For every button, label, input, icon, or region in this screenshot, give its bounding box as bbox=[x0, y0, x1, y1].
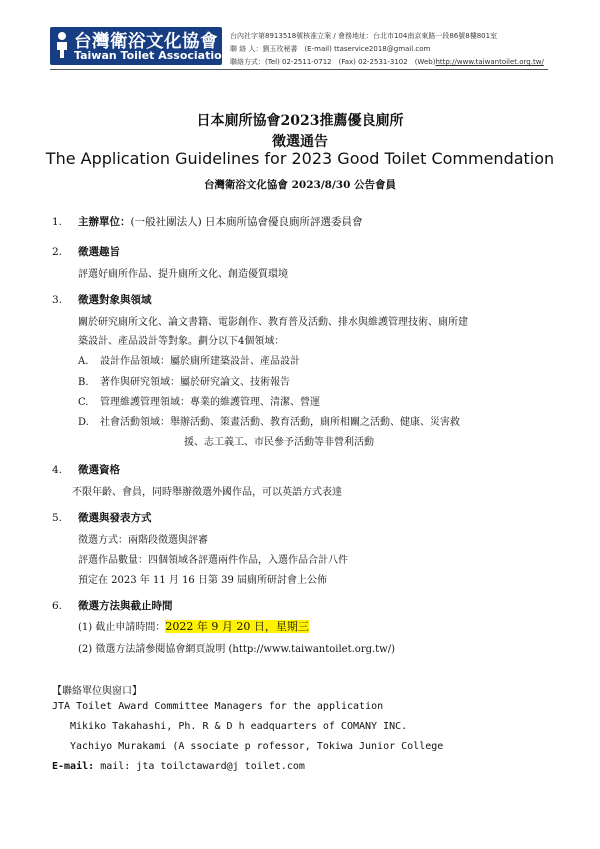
header-info-phone bbox=[230, 57, 544, 67]
section-purpose-heading bbox=[52, 244, 120, 259]
deadline-label: (1) 截止申請時間： bbox=[78, 622, 166, 633]
section-organizer bbox=[52, 214, 363, 229]
section-heading: 徵選與發表方式 bbox=[78, 512, 152, 524]
section-number: 6. bbox=[52, 600, 63, 612]
list-item-continuation: 援、志工義工、市民參予活動等非營利活動 bbox=[184, 437, 374, 448]
section-deadline-method: (2) 徵選方法請參閱協會網頁說明 (http://www.taiwantoilet.org.tw/) bbox=[78, 644, 396, 655]
list-item bbox=[78, 373, 290, 388]
section-deadline-date bbox=[78, 618, 309, 634]
list-item-text: 社會活動領域：舉辦活動、策畫活動、教育活動，廁所相關之活動、健康、災害救 bbox=[100, 417, 460, 428]
contact-heading: 【聯絡單位與窗口】 bbox=[52, 686, 142, 697]
section-eligibility-text: 不限年齡、會員，同時舉辦徵選外國作品，可以英語方式表達 bbox=[72, 487, 342, 498]
section-number: 2. bbox=[52, 246, 63, 258]
section-targets-intro-1: 關於研究廁所文化、論文書籍、電影創作、教育普及活動、排水與維護管理技術、廁所建 bbox=[78, 317, 468, 328]
notice-line: 台灣衛浴文化協會 2023/8/30 公告會員 bbox=[203, 179, 397, 191]
header-info-contact-person: 聯 絡 人：劉玉玫秘書 (E-mail) ttaservice2018@gmail.com bbox=[230, 45, 431, 53]
logo-title-en: Taiwan Toilet Association bbox=[74, 49, 230, 62]
section-number: 5. bbox=[52, 512, 63, 524]
document-subtitle: 徵選通告 bbox=[272, 134, 328, 150]
section-selection-method: 徵選方式：兩階段徵選與評審 bbox=[78, 535, 208, 546]
section-purpose-text: 評選好廁所作品、提升廁所文化、創造優質環境 bbox=[78, 269, 288, 280]
logo-title-zh: 台灣衛浴文化協會 bbox=[74, 32, 218, 52]
contact-line-3: Yachiyo Murakami (A ssociate p rofessor, Tokiwa Junior College bbox=[70, 741, 444, 752]
section-number: 1. bbox=[52, 216, 63, 228]
header-divider bbox=[50, 69, 548, 70]
list-item bbox=[78, 393, 320, 408]
section-selection-announcement: 預定在 2023 年 11 月 16 日第 39 屆廁所研討會上公佈 bbox=[78, 575, 328, 586]
section-deadline-heading bbox=[52, 598, 173, 613]
section-number: 3. bbox=[52, 294, 63, 306]
section-heading: 徵選趣旨 bbox=[78, 246, 120, 258]
list-item-letter: D. bbox=[78, 417, 89, 428]
list-item-letter: C. bbox=[78, 397, 89, 408]
list-item-letter: B. bbox=[78, 377, 89, 388]
section-number: 4. bbox=[52, 464, 63, 476]
section-heading: 徵選對象與領域 bbox=[78, 294, 152, 306]
document-title-en: The Application Guidelines for 2023 Good Toilet Commendation bbox=[45, 149, 555, 168]
list-item-letter: A. bbox=[78, 356, 89, 367]
toilet-figure-icon bbox=[55, 31, 69, 59]
list-item-text: 著作與研究領域：屬於研究論文、技術報告 bbox=[100, 377, 290, 388]
section-selection-heading bbox=[52, 510, 152, 525]
contact-line-2: Mikiko Takahashi, Ph. R & D h eadquarters of COMANY INC. bbox=[70, 721, 408, 732]
list-item bbox=[78, 352, 300, 367]
list-item-text: 管理維護管理領域：專業的維護管理、清潔、營運 bbox=[100, 397, 320, 408]
section-targets-heading bbox=[52, 292, 152, 307]
contact-line-1: JTA Toilet Award Committee Managers for the application bbox=[52, 701, 384, 712]
header-info-registration: 台內社字第8913518號核准立案 / 會務地址：台北市104南京東路一段86號8樓801室 bbox=[230, 32, 498, 40]
email-value[interactable]: mail: jta toilctaward@j toilet.com bbox=[100, 761, 305, 772]
contact-email bbox=[52, 761, 305, 772]
list-item bbox=[78, 413, 460, 428]
list-item-text: 設計作品領域：屬於廁所建築設計、產品設計 bbox=[100, 356, 300, 367]
section-targets-intro-2: 築設計、產品設計等對象。劃分以下4個領域： bbox=[78, 336, 285, 347]
email-label: E-mail: bbox=[52, 761, 95, 772]
section-selection-count: 評選作品數量：四個領域各評選兩件作品，入選作品合計八件 bbox=[78, 555, 348, 566]
section-heading: 徵選方法與截止時間 bbox=[78, 600, 173, 612]
section-eligibility-heading bbox=[52, 462, 120, 477]
website-link[interactable]: http://www.taiwantoilet.org.tw/ bbox=[435, 58, 544, 66]
document-title: 日本廁所協會2023推薦優良廁所 bbox=[196, 113, 404, 129]
section-label: 主辦單位： bbox=[78, 216, 131, 228]
section-organizer-text: (一般社團法人) 日本廁所協會優良廁所評選委員會 bbox=[130, 216, 363, 228]
header-phone-text: 聯絡方式：(Tel) 02-2511-0712 (Fax) 02-2531-3102 (Web) bbox=[230, 58, 436, 66]
section-heading: 徵選資格 bbox=[78, 464, 120, 476]
deadline-highlight: 2022 年 9 月 20 日，星期三 bbox=[165, 620, 309, 633]
